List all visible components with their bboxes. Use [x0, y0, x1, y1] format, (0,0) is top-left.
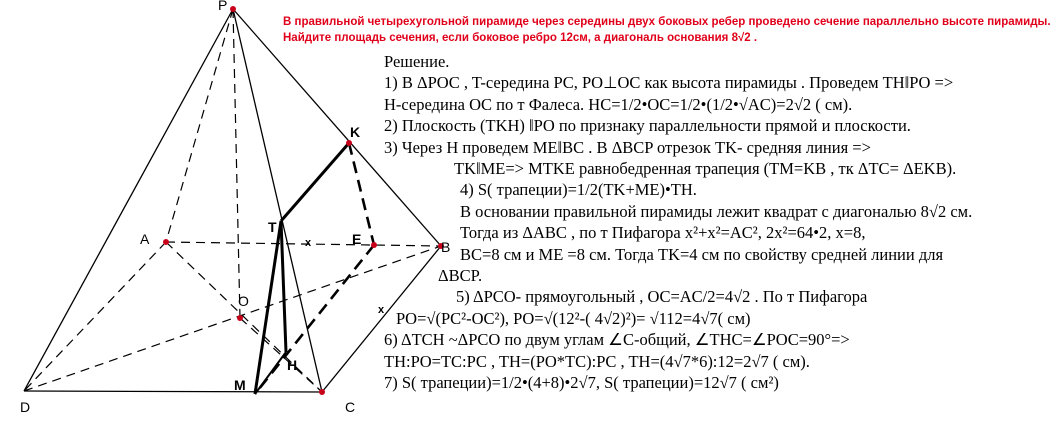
- edge-DC: [24, 391, 322, 392]
- solution-line: 2) Плоскость (TKH) ‖PO по признаку параллельности прямой и плоскости.: [384, 116, 911, 136]
- label-H: H: [287, 357, 298, 373]
- edge-PA: [166, 9, 233, 242]
- vertex-dot-P: [230, 6, 236, 12]
- solution-line: 7) S( трапеции)=1/2•(4+8)•2√7, S( трапеции)=12√7 ( см²): [384, 373, 779, 393]
- solution-line: H-середина OC по т Фалеса. HC=1/2•OC=1/2•(1/2•√AC)=2√2 ( см).: [384, 94, 853, 114]
- vertex-dot-C: [319, 389, 325, 395]
- edge-AD: [24, 242, 166, 391]
- edge-PD: [24, 9, 233, 391]
- solution-line: Тогда из ΔABC , по т Пифагора x²+x²=AC², 2x²=64•2, x=8,: [460, 223, 866, 243]
- segment-OC: [240, 318, 322, 392]
- label-O: O: [238, 293, 249, 309]
- section-KE: [349, 143, 374, 245]
- vertex-dot-O: [237, 315, 243, 321]
- solution-line: PO=√(PC²-OC²), PO=√(12²-( 4√2)²)= √112=4√7( см): [396, 308, 751, 328]
- solution-line: 4) S( трапеции)=1/2(TK+ME)•TH.: [460, 180, 697, 200]
- problem-statement: [283, 14, 1055, 46]
- solution-text: [384, 51, 1060, 394]
- label-E: E: [352, 231, 362, 247]
- vertex-dot-E: [371, 242, 377, 248]
- label-K: K: [350, 124, 361, 140]
- solution-line: 1) В ΔPOC , T-середина PC, PO⊥OC как высота пирамиды . Проведем TH‖PO =>: [384, 73, 954, 93]
- solution-line: 6) ΔTCH ~ΔPCO по двум углам ∠C-общий, ∠THC=∠POC=90°=>: [384, 330, 850, 350]
- label-A: A: [140, 231, 150, 247]
- vertex-dot-K: [346, 140, 352, 146]
- diagonal-AC: [166, 242, 322, 392]
- solution-line: BC=8 см и ME =8 см. Тогда TK=4 см по свойству средней линии для: [460, 244, 944, 264]
- label-x-AB: x: [305, 237, 312, 249]
- solution-line: В основании правильной пирамиды лежит квадрат с диагональю 8√2 см.: [460, 201, 973, 221]
- label-P: P: [218, 0, 228, 13]
- solution-heading: Решение.: [384, 52, 450, 71]
- label-C: C: [345, 399, 356, 415]
- vertex-dot-A: [163, 239, 169, 245]
- solution-line: TH:PO=TC:PC , TH=(PO*TC):PC , TH=(4√7*6):12=2√7 ( см).: [384, 351, 810, 371]
- label-D: D: [20, 399, 31, 415]
- edge-PC: [233, 9, 322, 392]
- solution-line: TK‖ME=> MTKE равнобедренная трапеция (TM=KB , тк ΔTC= ΔEKB).: [454, 159, 957, 179]
- label-M: M: [234, 377, 246, 393]
- solution-line: 5) ΔPCO- прямоугольный , OC=AC/2=4√2 . По т Пифагора: [456, 287, 868, 307]
- section-TH: [281, 221, 286, 352]
- solution-line: ΔBCP.: [438, 266, 483, 286]
- label-x-CB: x: [378, 304, 385, 316]
- diagonal-DB: [24, 246, 441, 391]
- section-TK: [281, 143, 349, 221]
- label-B: B: [441, 239, 451, 255]
- solution-line: 3) Через H проведем ME‖BC . В ΔBCP отрезок TK- средняя линия =>: [384, 137, 871, 157]
- problem-line-1: В правильной четырехугольной пирамиде через середины двух боковых ребер проведено сечение параллельно высоте пирамиды.: [283, 16, 1051, 28]
- height-PO: [233, 9, 240, 318]
- problem-line-2: Найдите площадь сечения, если боковое ребро 12см, а диагональ основания 8√2 .: [283, 32, 758, 44]
- label-T: T: [268, 219, 277, 235]
